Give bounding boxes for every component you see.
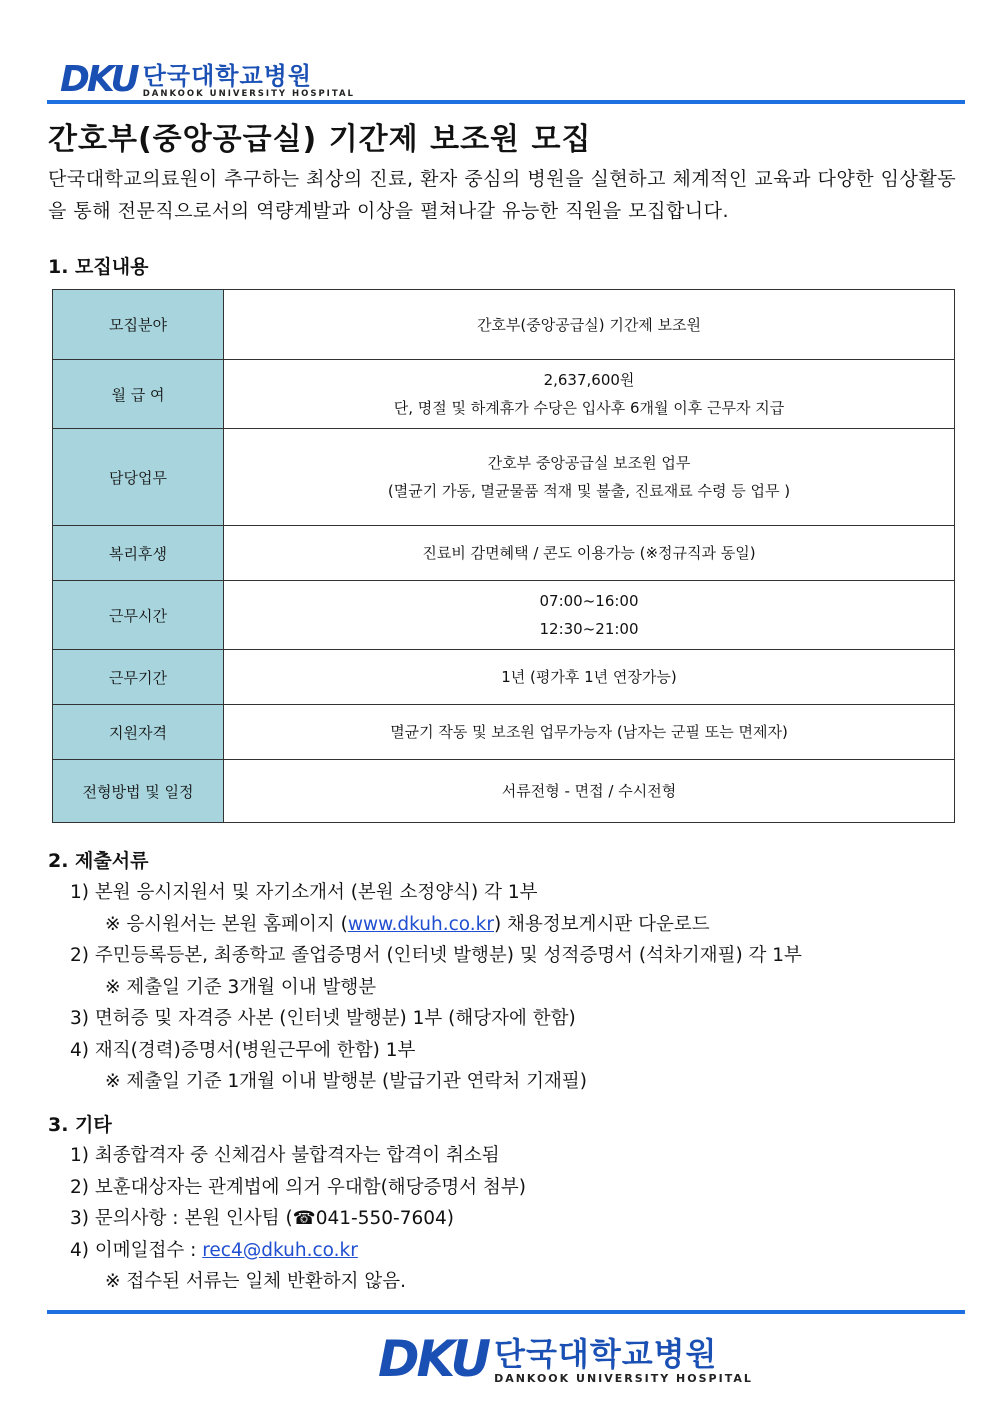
- section-heading-etc: 3. 기타: [48, 1114, 112, 1136]
- table-row: [53, 360, 955, 429]
- row-label: 복리후생: [53, 526, 224, 581]
- row-label: 전형방법 및 일정: [53, 760, 224, 823]
- email-link[interactable]: rec4@dkuh.co.kr: [202, 1239, 358, 1261]
- list-item: 1) 최종합격자 중 신체검사 불합격자는 합격이 취소됨: [70, 1145, 500, 1166]
- row-value-line: 멸균기 작동 및 보조원 업무가능자 (남자는 군필 또는 면제자): [390, 723, 788, 741]
- list-item: 4) 재직(경력)증명서(병원근무에 한함) 1부: [70, 1039, 416, 1061]
- row-value: [224, 360, 955, 429]
- list-item-note: [70, 909, 802, 941]
- note-text: ※ 응시원서는 본원 홈페이지 (: [105, 913, 348, 935]
- row-value: [224, 581, 955, 650]
- table-row: [53, 429, 955, 526]
- documents-list: [70, 877, 802, 1098]
- list-item: [70, 1235, 526, 1267]
- homepage-link[interactable]: www.dkuh.co.kr: [347, 913, 494, 935]
- etc-list: [70, 1140, 526, 1298]
- row-value-line: 단, 명절 및 하계휴가 수당은 입사후 6개월 이후 근무자 지급: [393, 399, 785, 417]
- intro-paragraph: 단국대학교의료원이 추구하는 최상의 진료, 환자 중심의 병원을 실현하고 체계적인 교육과 다양한 임상활동을 통해 전문직으로서의 역량계발과 이상을 펼쳐나갈 유능한 직원을 모집합니다.: [48, 168, 957, 222]
- row-value-line: 간호부 중앙공급실 보조원 업무: [487, 454, 691, 472]
- row-label: 담당업무: [53, 429, 224, 526]
- table-row: [53, 526, 955, 581]
- list-item-note: ※ 제출일 기준 1개월 이내 발행분 (발급기관 연락처 기재필): [105, 1071, 587, 1092]
- list-item: 2) 보훈대상자는 관계법에 의거 우대함(해당증명서 첨부): [70, 1176, 526, 1198]
- row-label: 지원자격: [53, 705, 224, 760]
- row-label: 근무기간: [53, 650, 224, 705]
- table-row: [53, 650, 955, 705]
- hospital-name-en: DANKOOK UNIVERSITY HOSPITAL: [494, 1372, 753, 1385]
- row-value: [224, 429, 955, 526]
- row-value: [224, 705, 955, 760]
- row-value: [224, 760, 955, 823]
- row-value-line: 1년 (평가후 1년 연장가능): [501, 668, 677, 686]
- item-text: 4) 이메일접수 :: [70, 1239, 203, 1261]
- row-value: [224, 650, 955, 705]
- row-value: [224, 526, 955, 581]
- hospital-name-ko: 단국대학교병원: [142, 61, 313, 90]
- row-value-line: 12:30~21:00: [539, 620, 639, 638]
- row-value-line: 간호부(중앙공급실) 기간제 보조원: [476, 315, 702, 334]
- section-heading-recruitment: 1. 모집내용: [48, 256, 149, 278]
- bottom-divider: [47, 1310, 965, 1314]
- dku-logo-mark: DKU: [378, 1330, 489, 1388]
- hospital-logo-bottom: [378, 1330, 753, 1388]
- row-label: 근무시간: [53, 581, 224, 650]
- list-item-note: ※ 접수된 서류는 일체 반환하지 않음.: [105, 1271, 406, 1292]
- row-value-line: 진료비 감면혜택 / 콘도 이용가능 (※정규직과 동일): [422, 544, 756, 562]
- table-row: [53, 705, 955, 760]
- row-value-line: 2,637,600원: [543, 371, 635, 389]
- row-value: [224, 290, 955, 360]
- page-title: 간호부(중앙공급실) 기간제 보조원 모집: [48, 122, 592, 157]
- row-label: 모집분야: [53, 290, 224, 360]
- dku-logo-mark: DKU: [60, 59, 137, 100]
- table-row: [53, 581, 955, 650]
- row-label: 월 급 여: [53, 360, 224, 429]
- row-value-line: (멸균기 가동, 멸균물품 적재 및 불출, 진료재료 수령 등 업무 ): [387, 482, 791, 500]
- list-item: 3) 문의사항 : 본원 인사팀 (☎041-550-7604): [70, 1208, 454, 1229]
- table-row: [53, 290, 955, 360]
- top-divider: [47, 100, 965, 104]
- list-item: 3) 면허증 및 자격증 사본 (인터넷 발행분) 1부 (해당자에 한함): [70, 1008, 576, 1029]
- list-item-note: ※ 제출일 기준 3개월 이내 발행분: [105, 976, 377, 998]
- list-item: 2) 주민등록등본, 최종학교 졸업증명서 (인터넷 발행분) 및 성적증명서 (석차기재필) 각 1부: [70, 945, 802, 966]
- note-text: ) 채용정보게시판 다운로드: [494, 913, 710, 935]
- hospital-name-ko: 단국대학교병원: [494, 1335, 718, 1373]
- row-value-line: 07:00~16:00: [539, 592, 639, 610]
- hospital-logo-top: [60, 59, 355, 100]
- table-row: [53, 760, 955, 823]
- row-value-line: 서류전형 - 면접 / 수시전형: [501, 782, 677, 800]
- recruitment-table: [52, 289, 955, 823]
- list-item: 1) 본원 응시지원서 및 자기소개서 (본원 소정양식) 각 1부: [70, 882, 538, 903]
- hospital-name-en: DANKOOK UNIVERSITY HOSPITAL: [142, 88, 355, 99]
- section-heading-documents: 2. 제출서류: [48, 850, 149, 872]
